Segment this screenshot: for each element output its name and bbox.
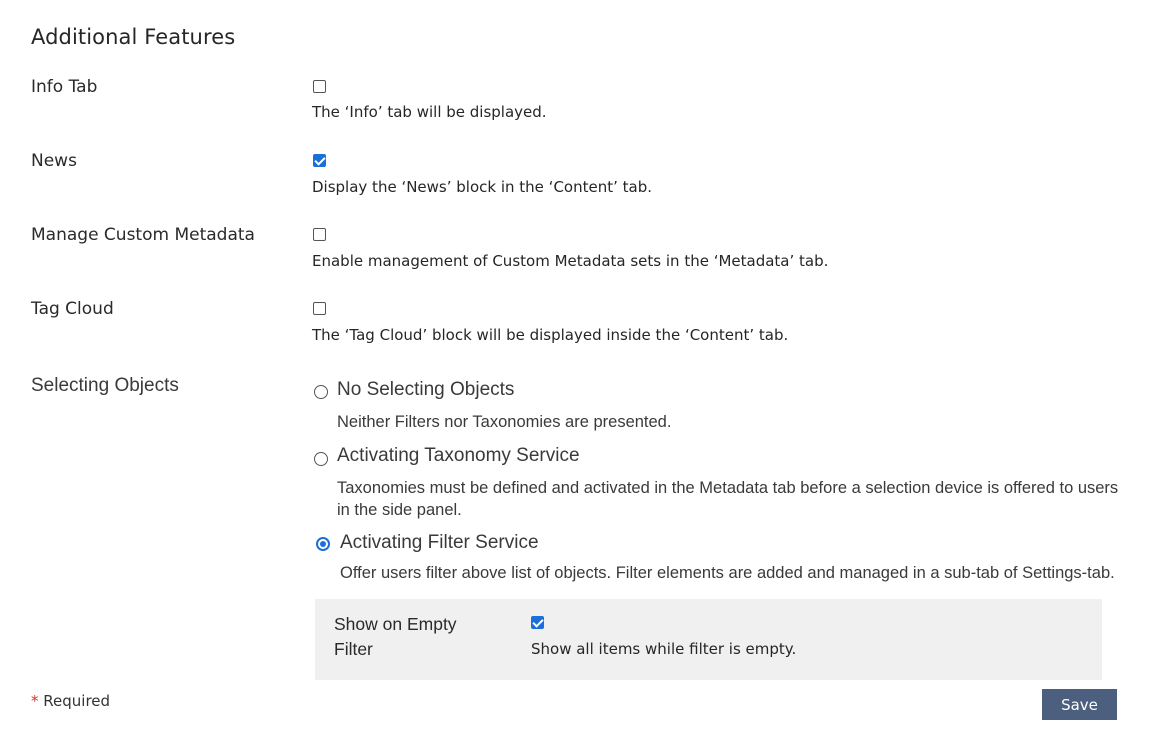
filter-service-label[interactable]: Activating Filter Service [340, 532, 539, 553]
info-tab-checkbox[interactable] [313, 80, 326, 93]
news-checkbox[interactable] [313, 154, 326, 167]
show-on-empty-filter-label: Show on Empty Filter [334, 614, 457, 659]
tag-cloud-checkbox[interactable] [313, 302, 326, 315]
custom-metadata-checkbox[interactable] [313, 228, 326, 241]
selecting-objects-label: Selecting Objects [31, 375, 179, 396]
no-selecting-objects-label[interactable]: No Selecting Objects [337, 379, 515, 400]
taxonomy-service-description: Taxonomies must be defined and activated in the Metadata tab before a selection device is offered to users in the side panel. [337, 479, 1119, 519]
no-selecting-objects-description: Neither Filters nor Taxonomies are presented. [337, 413, 672, 431]
custom-metadata-label: Manage Custom Metadata [31, 225, 255, 245]
taxonomy-service-radio[interactable] [314, 452, 328, 466]
info-tab-description: The ‘Info’ tab will be displayed. [312, 103, 547, 121]
filter-service-description: Offer users filter above list of objects. Filter elements are added and managed in a sub-tab of Settings-tab. [340, 564, 1115, 582]
required-note [31, 692, 110, 710]
tag-cloud-label: Tag Cloud [31, 299, 114, 319]
filter-service-description-clip [340, 562, 1136, 588]
save-button[interactable]: Save [1042, 689, 1117, 720]
custom-metadata-description: Enable management of Custom Metadata sets in the ‘Metadata’ tab. [312, 252, 829, 270]
no-selecting-objects-radio[interactable] [314, 385, 328, 399]
required-label: Required [43, 692, 111, 710]
show-on-empty-filter-checkbox[interactable] [531, 616, 544, 629]
required-star: * [31, 692, 39, 710]
news-description: Display the ‘News’ block in the ‘Content’ tab. [312, 178, 652, 196]
filter-service-radio[interactable] [316, 537, 330, 551]
show-on-empty-filter-description: Show all items while filter is empty. [531, 640, 797, 658]
info-tab-label: Info Tab [31, 77, 98, 97]
filter-options-panel [315, 599, 1102, 680]
news-label: News [31, 151, 77, 171]
taxonomy-service-label[interactable]: Activating Taxonomy Service [337, 445, 580, 466]
tag-cloud-description: The ‘Tag Cloud’ block will be displayed inside the ‘Content’ tab. [312, 326, 789, 344]
page-title: Additional Features [31, 25, 236, 49]
